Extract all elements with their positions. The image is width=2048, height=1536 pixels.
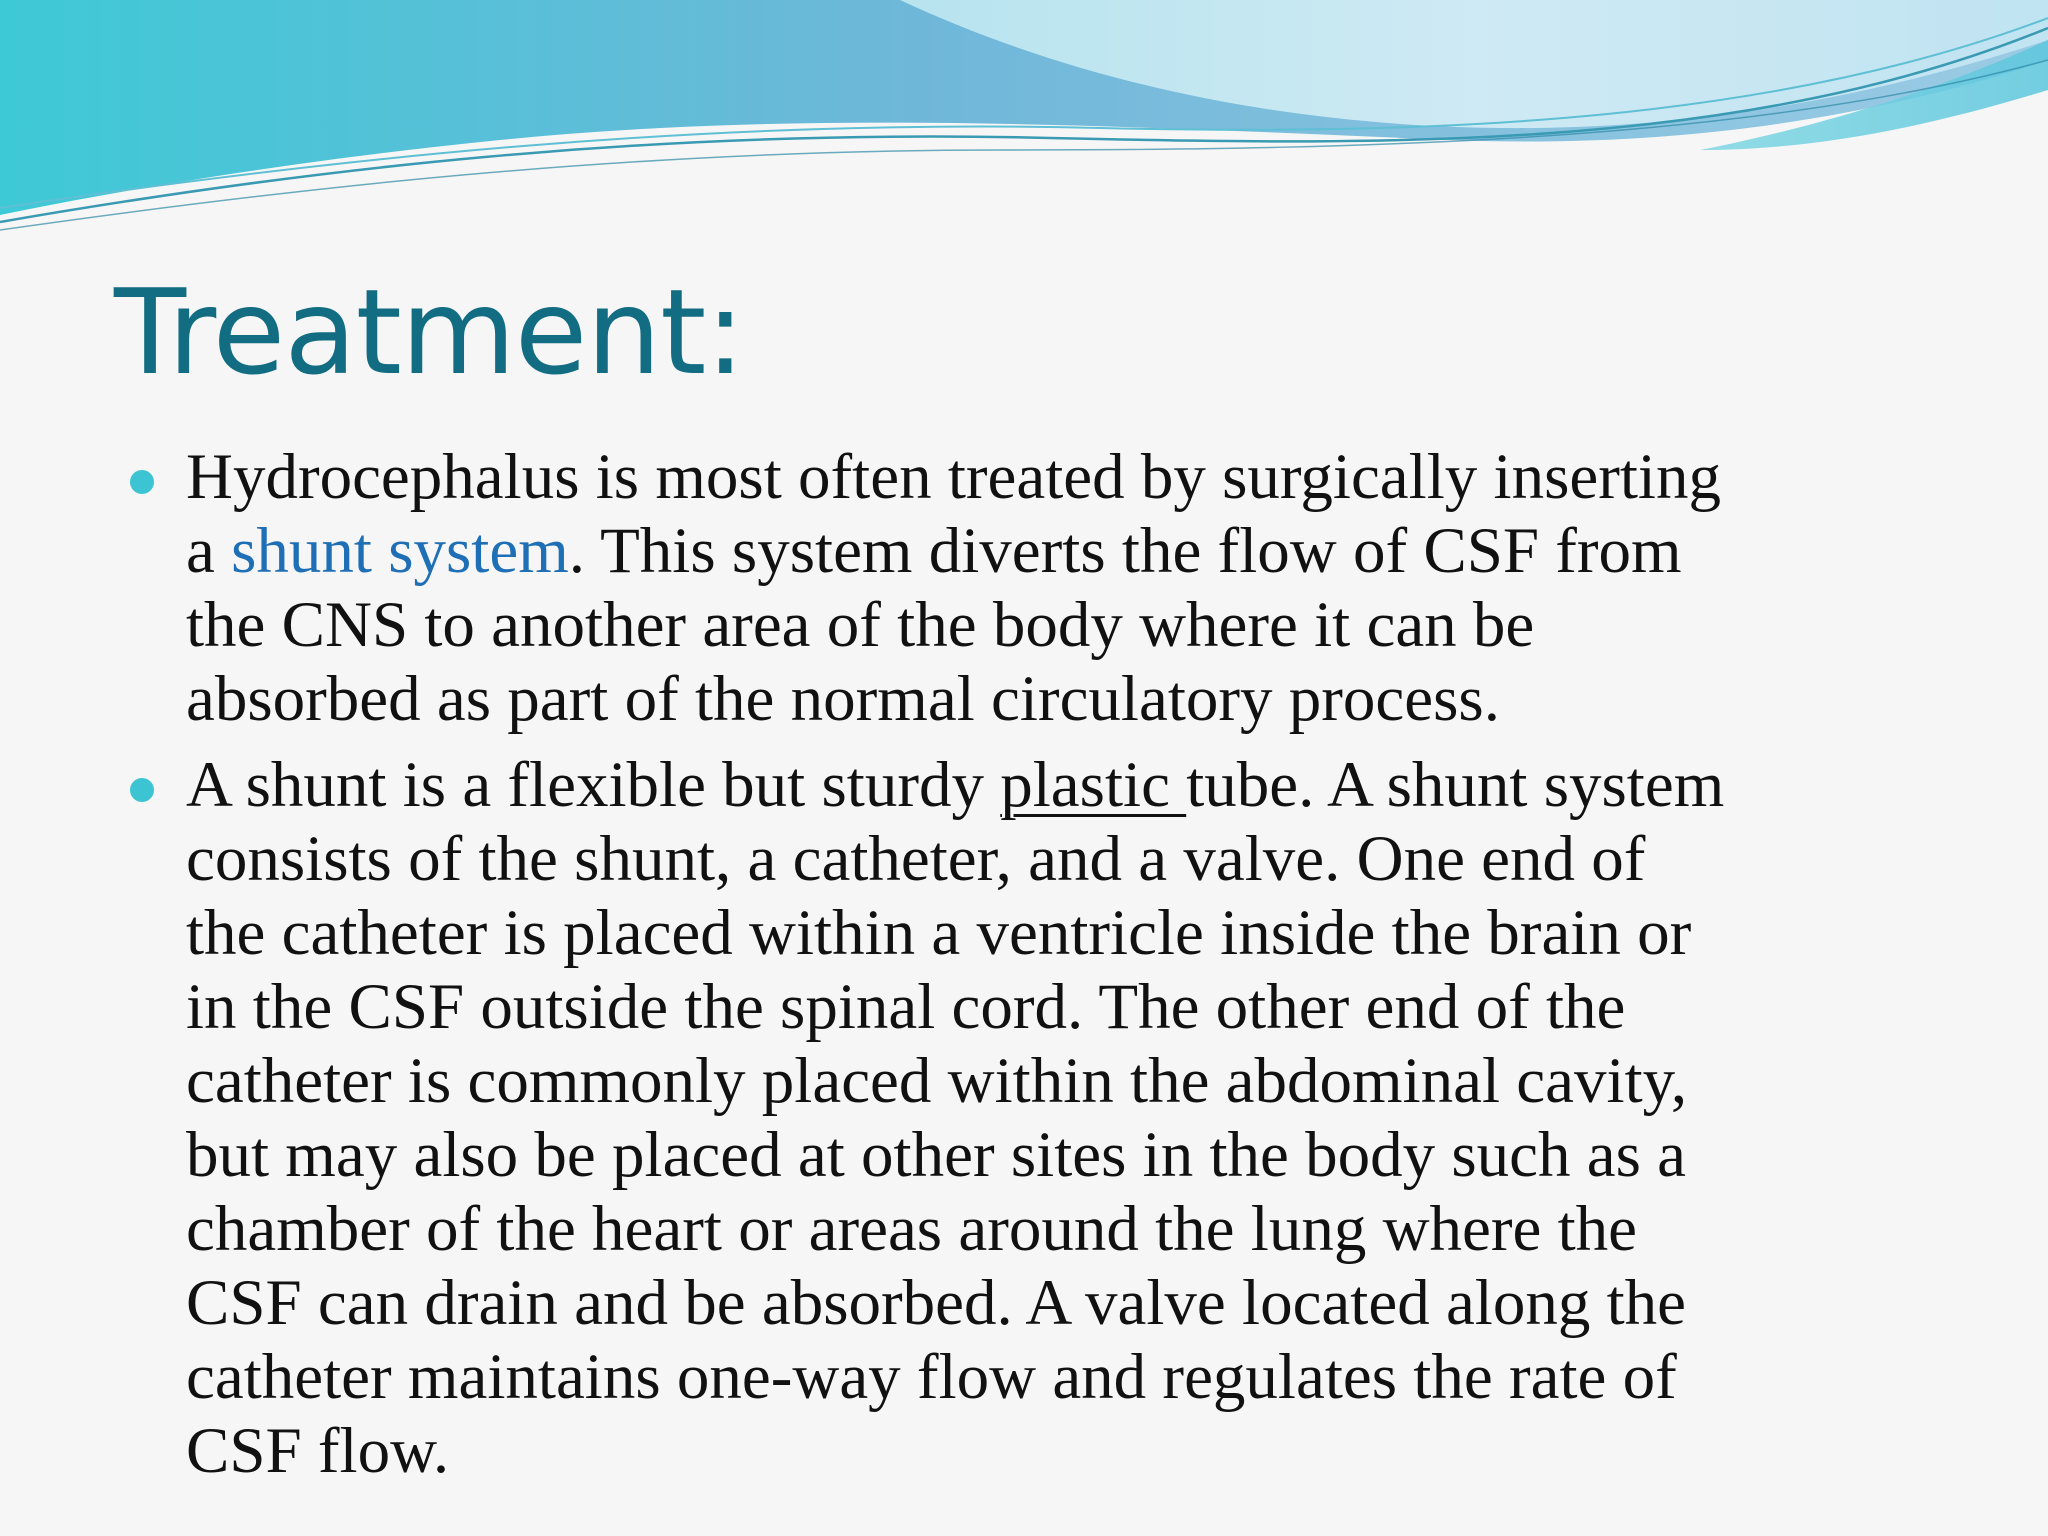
bullet-2-line-6: but may also be placed at other sites in the body such as a xyxy=(186,1119,1687,1191)
bullet-1-line-1: Hydrocephalus is most often treated by surgically inserting xyxy=(186,441,1721,513)
bullet-marker-icon xyxy=(130,778,154,802)
bullet-2-line-8: CSF can drain and be absorbed. A valve located along the xyxy=(186,1267,1687,1339)
bullet-2-line-1-end: tube. A shunt system xyxy=(1186,749,1725,821)
bullet-marker-icon xyxy=(130,470,154,494)
shunt-system-link[interactable]: shunt system xyxy=(231,515,569,587)
bullet-2-line-1-start: A shunt is a flexible but sturdy xyxy=(186,749,1001,821)
bullet-2-line-1 xyxy=(186,748,1930,822)
bullet-list xyxy=(130,440,1930,1500)
bullet-1-line-4: absorbed as part of the normal circulatory process. xyxy=(186,663,1500,735)
bullet-2-line-7: chamber of the heart or areas around the lung where the xyxy=(186,1193,1638,1265)
plastic-link[interactable]: plastic xyxy=(1000,749,1187,821)
bullet-1-line-2 xyxy=(186,514,1930,588)
bullet-2-line-3: the catheter is placed within a ventricle inside the brain or xyxy=(186,897,1692,969)
bullet-item-2 xyxy=(130,748,1930,1488)
bullet-2-line-4: in the CSF outside the spinal cord. The other end of the xyxy=(186,971,1626,1043)
bullet-2-line-10: CSF flow. xyxy=(186,1415,450,1487)
slide-title: Treatment: xyxy=(114,263,745,401)
bullet-2-line-9: catheter maintains one-way flow and regulates the rate of xyxy=(186,1341,1677,1413)
bullet-1-line-2-end: . This system diverts the flow of CSF from xyxy=(568,515,1682,587)
bullet-1-line-2-start: a xyxy=(186,515,232,587)
bullet-item-1 xyxy=(130,440,1930,736)
bullet-1-line-3: the CNS to another area of the body where it can be xyxy=(186,589,1535,661)
bullet-2-line-5: catheter is commonly placed within the abdominal cavity, xyxy=(186,1045,1688,1117)
bullet-2-line-2: consists of the shunt, a catheter, and a valve. One end of xyxy=(186,823,1646,895)
wave-header-decoration xyxy=(0,0,2048,240)
